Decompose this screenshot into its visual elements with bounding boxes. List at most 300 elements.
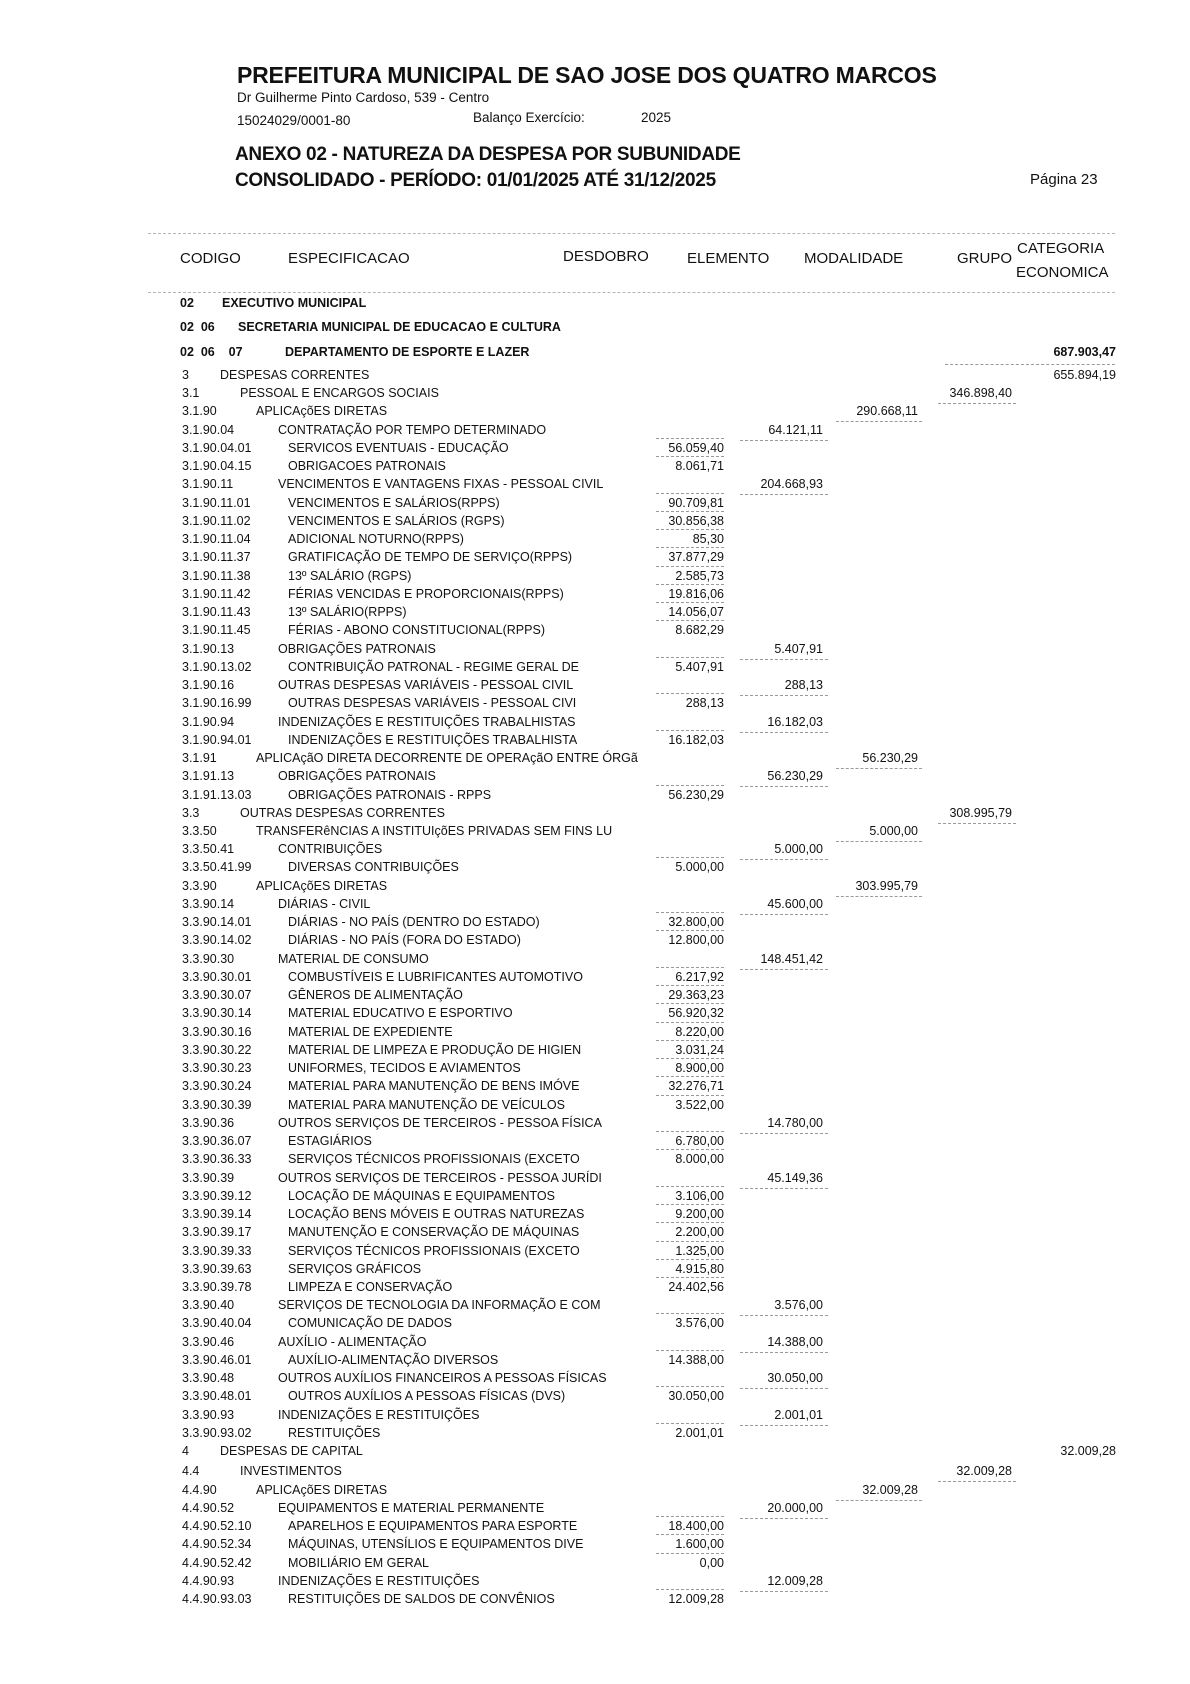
row-description: APLICAçãO DIRETA DECORRENTE DE OPERAçãO ENTRE ÓRGã	[256, 751, 638, 765]
row-value-elemento: 14.780,00	[767, 1116, 823, 1130]
row-code: 3.3.50.41.99	[182, 860, 252, 874]
row-description: LIMPEZA E CONSERVAÇÃO	[288, 1280, 453, 1294]
row-value-desdobro: 8.000,00	[675, 1152, 724, 1166]
row-value-elemento: 5.407,91	[774, 642, 823, 656]
row-value-categoria: 655.894,19	[1053, 368, 1116, 382]
row-code: 3.1.90	[182, 404, 217, 418]
table-row	[0, 1243, 1190, 1260]
table-row	[0, 513, 1190, 530]
col-grupo: GRUPO	[957, 250, 1013, 267]
row-description: RESTITUIÇÕES DE SALDOS DE CONVÊNIOS	[288, 1592, 555, 1606]
row-code: 3.1.90.11.04	[182, 532, 251, 546]
row-description: ESTAGIÁRIOS	[288, 1134, 372, 1148]
row-code: 3.1.91	[182, 751, 217, 765]
table-row	[0, 1555, 1190, 1572]
row-value-elemento: 45.149,36	[767, 1171, 823, 1185]
table-row	[0, 1482, 1190, 1499]
col-desdobro: DESDOBRO	[563, 248, 649, 265]
row-value-desdobro: 3.522,00	[675, 1098, 724, 1112]
value-rule	[656, 930, 724, 931]
row-code: 3.1.90.04.15	[182, 459, 252, 473]
value-rule	[656, 857, 724, 858]
value-rule	[656, 1277, 724, 1278]
report-title: ANEXO 02 - NATUREZA DA DESPESA POR SUBUNIDADE	[235, 144, 741, 165]
table-row	[0, 714, 1190, 731]
row-description: MATERIAL DE LIMPEZA E PRODUÇÃO DE HIGIEN	[288, 1043, 582, 1057]
table-row	[0, 1315, 1190, 1332]
value-rule	[656, 1095, 724, 1096]
table-row	[0, 1115, 1190, 1132]
row-description: CONTRIBUIÇÃO PATRONAL - REGIME GERAL DE	[288, 660, 580, 674]
row-value-desdobro: 32.276,71	[668, 1079, 724, 1093]
row-description: SERVIÇOS TÉCNICOS PROFISSIONAIS (EXCETO	[288, 1152, 580, 1166]
row-value-elemento: 45.600,00	[767, 897, 823, 911]
row-description: SERVIÇOS TÉCNICOS PROFISSIONAIS (EXCETO	[288, 1244, 580, 1258]
value-rule	[656, 1241, 724, 1242]
col-elemento: ELEMENTO	[687, 250, 770, 267]
row-code: 3.3.90.30.22	[182, 1043, 252, 1057]
row-code: 3.3.90.14.01	[182, 915, 252, 929]
row-code: 3.3.90.36.33	[182, 1152, 252, 1166]
row-value-elemento: 56.230,29	[767, 769, 823, 783]
row-value-elemento: 12.009,28	[767, 1574, 823, 1588]
table-row	[0, 677, 1190, 694]
row-code: 3.1.90.13.02	[182, 660, 252, 674]
table-row	[0, 805, 1190, 822]
value-rule	[656, 657, 724, 658]
report-period: CONSOLIDADO - PERÍODO: 01/01/2025 ATÉ 31/12/2025	[235, 170, 716, 191]
row-code: 3.1.90.11	[182, 477, 234, 491]
row-value-desdobro: 14.056,07	[668, 605, 724, 619]
row-value-desdobro: 5.407,91	[675, 660, 724, 674]
table-row	[0, 1388, 1190, 1405]
row-code: 3.3.90.30.16	[182, 1025, 252, 1039]
row-code: 3.3.90.30.39	[182, 1098, 252, 1112]
table-row	[0, 549, 1190, 566]
row-description: GÊNEROS DE ALIMENTAÇÃO	[288, 988, 463, 1002]
value-rule	[656, 1589, 724, 1590]
table-row	[0, 695, 1190, 712]
row-description: APLICAçõES DIRETAS	[256, 404, 388, 418]
unit-code: 02 06 07	[180, 345, 243, 359]
unit-name: SECRETARIA MUNICIPAL DE EDUCACAO E CULTURA	[238, 320, 561, 334]
value-rule	[656, 438, 724, 439]
table-row	[0, 622, 1190, 639]
row-description: OUTROS AUXÍLIOS A PESSOAS FÍSICAS (DVS)	[288, 1389, 566, 1403]
row-value-desdobro: 0,00	[699, 1556, 724, 1570]
table-row	[0, 604, 1190, 621]
row-code: 3.1	[182, 386, 200, 400]
row-value-desdobro: 3.031,24	[675, 1043, 724, 1057]
row-description: DIÁRIAS - NO PAÍS (FORA DO ESTADO)	[288, 933, 521, 947]
exercise-year: 2025	[641, 110, 672, 125]
row-value-elemento: 204.668,93	[760, 477, 823, 491]
row-value-elemento: 5.000,00	[774, 842, 823, 856]
row-description: OUTROS AUXÍLIOS FINANCEIROS A PESSOAS FÍSICAS	[278, 1371, 607, 1385]
row-value-desdobro: 30.856,38	[668, 514, 724, 528]
row-description: APLICAçõES DIRETAS	[256, 879, 388, 893]
row-description: EQUIPAMENTOS E MATERIAL PERMANENTE	[278, 1501, 545, 1515]
table-row	[0, 1500, 1190, 1517]
value-rule	[656, 529, 724, 530]
row-value-modalidade: 32.009,28	[862, 1483, 918, 1497]
row-code: 3.3.90.14	[182, 897, 235, 911]
row-code: 3.1.90.11.45	[182, 623, 251, 637]
row-value-desdobro: 24.402,56	[668, 1280, 724, 1294]
row-value-desdobro: 288,13	[685, 696, 724, 710]
row-code: 3.3	[182, 806, 200, 820]
value-rule	[656, 1259, 724, 1260]
row-description: VENCIMENTOS E VANTAGENS FIXAS - PESSOAL CIVIL	[278, 477, 604, 491]
table-row	[0, 641, 1190, 658]
table-row	[0, 1297, 1190, 1314]
row-description: PESSOAL E ENCARGOS SOCIAIS	[240, 386, 439, 400]
table-row	[0, 568, 1190, 585]
header-top-rule	[148, 233, 1115, 234]
value-rule	[656, 493, 724, 494]
value-rule	[656, 456, 724, 457]
table-row	[0, 1334, 1190, 1351]
row-value-desdobro: 4.915,80	[675, 1262, 724, 1276]
table-row	[0, 1425, 1190, 1442]
value-rule	[656, 1076, 724, 1077]
col-especificacao: ESPECIFICACAO	[288, 250, 410, 267]
row-description: LOCAÇÃO BENS MÓVEIS E OUTRAS NATUREZAS	[288, 1207, 585, 1221]
table-row	[0, 732, 1190, 749]
table-row	[0, 1279, 1190, 1296]
row-code: 3.3.90.93	[182, 1408, 235, 1422]
table-row	[0, 586, 1190, 603]
row-value-desdobro: 56.230,29	[668, 788, 724, 802]
row-value-elemento: 16.182,03	[767, 715, 823, 729]
table-row	[0, 859, 1190, 876]
table-row	[0, 1188, 1190, 1205]
row-code: 4.4.90.52.10	[182, 1519, 252, 1533]
row-value-desdobro: 16.182,03	[668, 733, 724, 747]
row-code: 4	[182, 1444, 189, 1458]
row-description: OUTROS SERVIÇOS DE TERCEIROS - PESSOA FÍSICA	[278, 1116, 602, 1130]
row-value-desdobro: 32.800,00	[668, 915, 724, 929]
row-value-desdobro: 3.106,00	[675, 1189, 724, 1203]
row-code: 3.3.90.39.12	[182, 1189, 252, 1203]
row-code: 3.3.90.36	[182, 1116, 235, 1130]
value-rule	[656, 1534, 724, 1535]
row-description: MATERIAL DE CONSUMO	[278, 952, 429, 966]
table-row	[0, 1536, 1190, 1553]
header-bottom-rule	[148, 292, 1115, 293]
row-description: DESPESAS DE CAPITAL	[220, 1444, 363, 1458]
row-value-desdobro: 8.682,29	[675, 623, 724, 637]
row-value-desdobro: 14.388,00	[668, 1353, 724, 1367]
row-description: CONTRIBUIÇÕES	[278, 842, 383, 856]
table-row	[0, 914, 1190, 931]
value-rule	[656, 1350, 724, 1351]
row-code: 3.1.91.13.03	[182, 788, 252, 802]
row-description: DESPESAS CORRENTES	[220, 368, 370, 382]
row-value-desdobro: 29.363,23	[668, 988, 724, 1002]
row-value-elemento: 2.001,01	[774, 1408, 823, 1422]
table-row	[0, 659, 1190, 676]
table-row	[0, 440, 1190, 457]
row-code: 3.3.90.93.02	[182, 1426, 252, 1440]
value-rule	[656, 547, 724, 548]
table-row	[0, 1133, 1190, 1150]
table-row	[0, 1463, 1190, 1480]
row-code: 3.3.90.48	[182, 1371, 235, 1385]
row-value-desdobro: 56.920,32	[668, 1006, 724, 1020]
row-code: 3.1.91.13	[182, 769, 235, 783]
row-description: INDENIZAÇÕES E RESTITUIÇÕES TRABALHISTA	[288, 733, 578, 747]
value-rule	[656, 985, 724, 986]
row-code: 4.4	[182, 1464, 200, 1478]
table-row	[0, 1518, 1190, 1535]
value-rule	[656, 1204, 724, 1205]
unit-name: DEPARTAMENTO DE ESPORTE E LAZER	[285, 345, 530, 359]
value-rule	[656, 1003, 724, 1004]
row-description: INDENIZAÇÕES E RESTITUIÇÕES	[278, 1408, 480, 1422]
row-code: 3.3.90.39.63	[182, 1262, 252, 1276]
row-code: 3.3.90.30	[182, 952, 235, 966]
row-description: OUTRAS DESPESAS VARIÁVEIS - PESSOAL CIVI	[288, 696, 577, 710]
table-row	[0, 750, 1190, 767]
table-row	[0, 1407, 1190, 1424]
value-rule	[656, 1553, 724, 1554]
table-row	[0, 768, 1190, 785]
row-description: AUXÍLIO-ALIMENTAÇÃO DIVERSOS	[288, 1353, 499, 1367]
row-description: DIÁRIAS - NO PAÍS (DENTRO DO ESTADO)	[288, 915, 540, 929]
row-code: 4.4.90.52	[182, 1501, 235, 1515]
row-code: 3.3.90.36.07	[182, 1134, 252, 1148]
row-code: 3.3.90.48.01	[182, 1389, 252, 1403]
table-row	[0, 969, 1190, 986]
row-code: 3.3.90.39.33	[182, 1244, 252, 1258]
table-row	[0, 932, 1190, 949]
table-row	[0, 1261, 1190, 1278]
col-economica: ECONOMICA	[1016, 264, 1109, 281]
row-code: 3.1.90.04.01	[182, 441, 252, 455]
table-row	[0, 1170, 1190, 1187]
row-code: 3.3.90.14.02	[182, 933, 252, 947]
row-code: 3	[182, 368, 189, 382]
row-code: 3.3.50	[182, 824, 217, 838]
row-code: 3.1.90.13	[182, 642, 235, 656]
row-description: SERVICOS EVENTUAIS - EDUCAÇÃO	[288, 441, 509, 455]
row-code: 3.3.90.30.23	[182, 1061, 252, 1075]
row-code: 3.1.90.11.02	[182, 514, 251, 528]
row-code: 3.1.90.94	[182, 715, 235, 729]
value-rule	[656, 1149, 724, 1150]
value-rule	[656, 602, 724, 603]
row-code: 3.3.90.39	[182, 1171, 235, 1185]
row-description: FÉRIAS VENCIDAS E PROPORCIONAIS(RPPS)	[288, 587, 564, 601]
row-description: DIÁRIAS - CIVIL	[278, 897, 371, 911]
row-value-modalidade: 5.000,00	[869, 824, 918, 838]
row-value-grupo: 346.898,40	[949, 386, 1012, 400]
value-rule	[656, 730, 724, 731]
row-value-desdobro: 12.800,00	[668, 933, 724, 947]
row-description: VENCIMENTOS E SALÁRIOS(RPPS)	[288, 496, 500, 510]
row-code: 3.3.90.40.04	[182, 1316, 252, 1330]
row-value-desdobro: 8.900,00	[675, 1061, 724, 1075]
row-description: APLICAçõES DIRETAS	[256, 1483, 388, 1497]
row-description: AUXÍLIO - ALIMENTAÇÃO	[278, 1335, 427, 1349]
row-value-elemento: 14.388,00	[767, 1335, 823, 1349]
unit-code: 02 06	[180, 320, 215, 334]
row-value-desdobro: 6.780,00	[675, 1134, 724, 1148]
row-code: 3.1.90.11.37	[182, 550, 251, 564]
row-value-elemento: 30.050,00	[767, 1371, 823, 1385]
table-row	[0, 458, 1190, 475]
row-code: 3.3.90	[182, 879, 217, 893]
row-value-desdobro: 9.200,00	[675, 1207, 724, 1221]
row-code: 4.4.90.52.42	[182, 1556, 252, 1570]
municipality-address: Dr Guilherme Pinto Cardoso, 539 - Centro	[237, 90, 490, 105]
exercise-label: Balanço Exercício:	[473, 110, 585, 125]
row-description: GRATIFICAÇÃO DE TEMPO DE SERVIÇO(RPPS)	[288, 550, 573, 564]
table-row	[0, 1352, 1190, 1369]
table-row	[0, 403, 1190, 420]
municipality-cnpj: 15024029/0001-80	[237, 113, 351, 128]
row-code: 3.3.50.41	[182, 842, 235, 856]
row-description: SERVIÇOS GRÁFICOS	[288, 1262, 422, 1276]
value-rule	[656, 1313, 724, 1314]
table-row	[0, 1097, 1190, 1114]
row-value-elemento: 20.000,00	[767, 1501, 823, 1515]
unit-name: EXECUTIVO MUNICIPAL	[222, 296, 367, 310]
row-value-modalidade: 56.230,29	[862, 751, 918, 765]
table-row	[0, 1224, 1190, 1241]
row-description: MANUTENÇÃO E CONSERVAÇÃO DE MÁQUINAS	[288, 1225, 580, 1239]
table-row	[0, 896, 1190, 913]
row-description: 13º SALÁRIO(RPPS)	[288, 605, 407, 619]
value-rule	[656, 1040, 724, 1041]
table-row	[0, 1573, 1190, 1590]
value-rule	[656, 967, 724, 968]
row-code: 4.4.90.93	[182, 1574, 235, 1588]
row-code: 3.1.90.94.01	[182, 733, 252, 747]
row-description: OUTRAS DESPESAS VARIÁVEIS - PESSOAL CIVIL	[278, 678, 574, 692]
table-row	[0, 1206, 1190, 1223]
row-value-desdobro: 8.220,00	[675, 1025, 724, 1039]
table-row	[0, 385, 1190, 402]
page-number: Página 23	[1030, 171, 1098, 188]
row-description: TRANSFERêNCIAS A INSTITUIçõES PRIVADAS SEM FINS LU	[256, 824, 613, 838]
table-row	[0, 495, 1190, 512]
row-value-grupo: 32.009,28	[956, 1464, 1012, 1478]
row-code: 3.3.90.30.01	[182, 970, 252, 984]
table-row	[0, 1591, 1190, 1608]
table-row	[0, 422, 1190, 439]
value-rule	[656, 620, 724, 621]
row-description: VENCIMENTOS E SALÁRIOS (RGPS)	[288, 514, 505, 528]
row-value-elemento: 288,13	[784, 678, 823, 692]
row-description: CONTRATAÇÃO POR TEMPO DETERMINADO	[278, 423, 547, 437]
row-code: 3.1.90.16	[182, 678, 235, 692]
unit-code: 02	[180, 296, 194, 310]
row-description: LOCAÇÃO DE MÁQUINAS E EQUIPAMENTOS	[288, 1189, 555, 1203]
row-value-desdobro: 90.709,81	[668, 496, 724, 510]
row-value-desdobro: 5.000,00	[675, 860, 724, 874]
value-rule	[656, 1022, 724, 1023]
table-row	[0, 1005, 1190, 1022]
row-code: 3.3.90.46	[182, 1335, 235, 1349]
row-description: MÁQUINAS, UTENSÍLIOS E EQUIPAMENTOS DIVE	[288, 1537, 584, 1551]
row-description: OUTROS SERVIÇOS DE TERCEIROS - PESSOA JURÍDI	[278, 1171, 602, 1185]
row-description: UNIFORMES, TECIDOS E AVIAMENTOS	[288, 1061, 521, 1075]
row-code: 3.1.90.11.42	[182, 587, 251, 601]
row-value-elemento: 148.451,42	[760, 952, 823, 966]
row-value-desdobro: 56.059,40	[668, 441, 724, 455]
table-row	[0, 367, 1190, 384]
value-rule	[656, 1058, 724, 1059]
row-description: COMUNICAÇÃO DE DADOS	[288, 1316, 452, 1330]
row-description: MOBILIÁRIO EM GERAL	[288, 1556, 430, 1570]
unit-total-rule	[945, 364, 1115, 365]
row-code: 3.3.90.39.78	[182, 1280, 252, 1294]
value-rule	[656, 1423, 724, 1424]
row-value-desdobro: 1.325,00	[675, 1244, 724, 1258]
table-row	[0, 1078, 1190, 1095]
row-value-desdobro: 2.200,00	[675, 1225, 724, 1239]
col-codigo: CODIGO	[180, 250, 241, 267]
row-description: MATERIAL EDUCATIVO E ESPORTIVO	[288, 1006, 513, 1020]
row-code: 3.3.90.30.14	[182, 1006, 252, 1020]
col-modalidade: MODALIDADE	[804, 250, 904, 267]
table-row	[0, 841, 1190, 858]
table-row	[0, 531, 1190, 548]
table-row	[0, 1042, 1190, 1059]
row-description: FÉRIAS - ABONO CONSTITUCIONAL(RPPS)	[288, 623, 545, 637]
row-code: 3.1.90.04	[182, 423, 235, 437]
value-rule	[656, 511, 724, 512]
row-description: OBRIGAÇÕES PATRONAIS - RPPS	[288, 788, 492, 802]
row-value-desdobro: 3.576,00	[675, 1316, 724, 1330]
row-code: 3.3.90.46.01	[182, 1353, 252, 1367]
row-value-desdobro: 6.217,92	[675, 970, 724, 984]
table-row	[0, 987, 1190, 1004]
row-code: 4.4.90.93.03	[182, 1592, 252, 1606]
row-description: INDENIZAÇÕES E RESTITUIÇÕES TRABALHISTAS	[278, 715, 576, 729]
value-rule	[656, 1516, 724, 1517]
row-value-categoria: 32.009,28	[1060, 1444, 1116, 1458]
row-code: 4.4.90.52.34	[182, 1537, 252, 1551]
row-code: 3.1.90.11.43	[182, 605, 251, 619]
municipality-title: PREFEITURA MUNICIPAL DE SAO JOSE DOS QUATRO MARCOS	[237, 62, 937, 88]
row-description: INDENIZAÇÕES E RESTITUIÇÕES	[278, 1574, 480, 1588]
table-row	[0, 1060, 1190, 1077]
row-code: 3.3.90.39.14	[182, 1207, 252, 1221]
row-value-modalidade: 290.668,11	[856, 404, 918, 418]
value-rule	[656, 1222, 724, 1223]
row-description: MATERIAL DE EXPEDIENTE	[288, 1025, 453, 1039]
unit-total: 687.903,47	[1053, 345, 1116, 359]
row-code: 3.3.90.40	[182, 1298, 235, 1312]
row-value-desdobro: 2.585,73	[675, 569, 724, 583]
row-code: 4.4.90	[182, 1483, 217, 1497]
row-description: MATERIAL PARA MANUTENÇÃO DE VEÍCULOS	[288, 1098, 565, 1112]
table-row	[0, 951, 1190, 968]
table-row	[0, 1151, 1190, 1168]
row-description: DIVERSAS CONTRIBUIÇÕES	[288, 860, 459, 874]
row-description: COMBUSTÍVEIS E LUBRIFICANTES AUTOMOTIVO	[288, 970, 583, 984]
row-value-desdobro: 85,30	[692, 532, 724, 546]
row-description: SERVIÇOS DE TECNOLOGIA DA INFORMAÇÃO E COM	[278, 1298, 601, 1312]
row-description: INVESTIMENTOS	[240, 1464, 342, 1478]
value-rule	[656, 912, 724, 913]
table-row	[0, 823, 1190, 840]
value-rule	[656, 1386, 724, 1387]
row-code: 3.3.90.30.24	[182, 1079, 252, 1093]
